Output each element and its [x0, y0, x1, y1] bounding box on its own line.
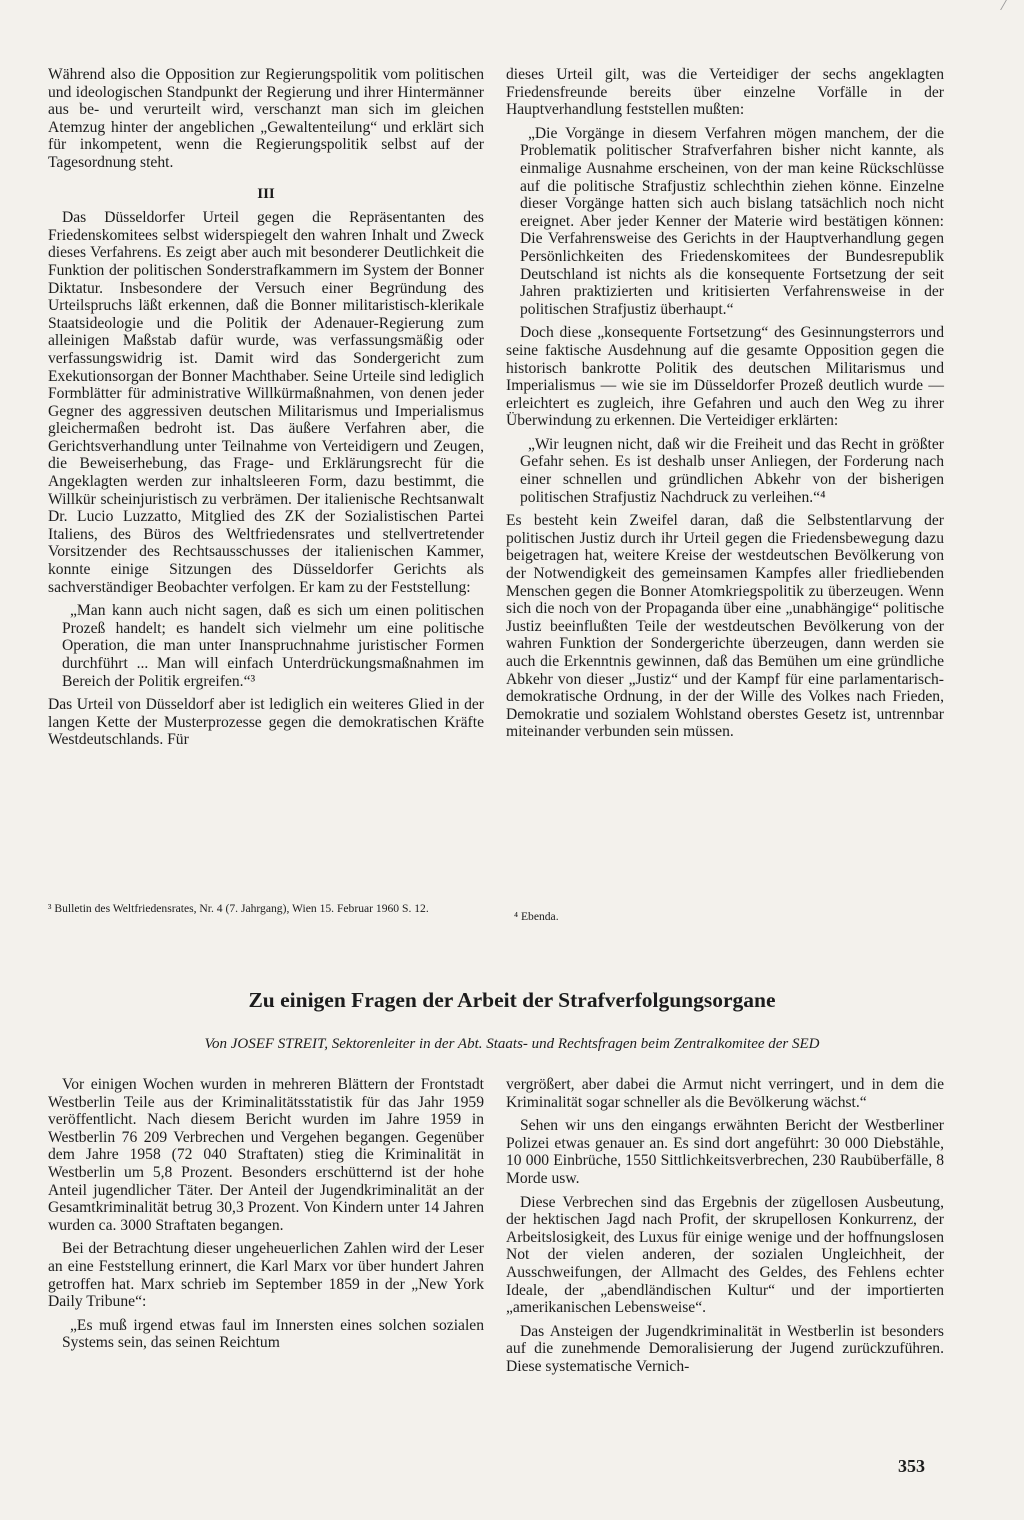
paragraph: dieses Urteil gilt, was die Verteidiger der sechs angeklagten Friedensfreunde bereits über einzelne Vorfälle in der Hauptverhandlung feststellen mußten: — [506, 66, 944, 119]
paragraph: Während also die Opposition zur Regierungspolitik vom politischen und ideologischen Standpunkt der Regierung und ihrer Hintermänner aus be- und verurteilt wird, verschanzt man sich im gleichen Atemzug hinter der angeblichen „Gewaltenteilung“ und erklärt sich für inkompetent, wenn die Regierungspolitik selbst auf der Tagesordnung steht. — [48, 66, 484, 171]
article-title: Zu einigen Fragen der Arbeit der Strafverfolgungsorgane — [248, 988, 776, 1012]
paragraph: vergrößert, aber dabei die Armut nicht verringert, und in dem die Kriminalität sogar schneller als die Bevölkerung wächst.“ — [506, 1076, 944, 1111]
paragraph: Diese Verbrechen sind das Ergebnis der zügellosen Ausbeutung, der hektischen Jagd nach Profit, der skrupellosen Konkurrenz, der Arbeitslosigkeit, des Luxus für einige wenige und der hoffnungslosen Not der vielen anderen, der sozialen Ungleichheit, der Ausschweifungen, der Allmacht des Geldes, des Fehlens echter Ideale, der „abendländischen Kultur“ und der importierten „amerikanischen Lebensweise“. — [506, 1193, 944, 1317]
quote: „Es muß irgend etwas faul im Innersten eines solchen sozialen Systems sein, das seinen Reichtum — [62, 1316, 484, 1352]
footnote-3: ³ Bulletin des Weltfriedensrates, Nr. 4 (7. Jahrgang), Wien 15. Februar 1960 S. 12. — [48, 902, 429, 915]
paragraph: Doch diese „konsequente Fortsetzung“ des Gesinnungsterrors und seine faktische Ausdehnung auf die gesamte Opposition gegen die historisch bankrotte Politik des deutschen Militarismus und Imperialismus — wie sie im Düsseldorfer Prozeß deutlich wurde — erleichtert es zugleich, ihre Gefahren und auch den Weg zu ihrer Überwindung zu erkennen. Die Verteidiger erklärten: — [506, 324, 944, 430]
paragraph: Es besteht kein Zweifel daran, daß die Selbstentlarvung der politischen Justiz durch ihr Urteil gegen die Friedensbewegung dazu beigetragen hat, weitere Kreise der westdeutschen Bevölkerung von der Notwendigkeit des gemeinsamen Kampfes aller friedliebenden Menschen gegen die Bonner Atomkriegspolitik zu überzeugen. Wenn sich die noch von der Propaganda über eine „unabhängige“ politische Justiz beeinflußten Teile der westdeutschen Bevölkerung von der wahren Funktion der Sondergerichte überzeugen, dann werden sie auch die Erkenntnis gewinnen, daß das Bemühen um eine gründliche Abkehr von dieser „Justiz“ und der Kampf für eine parlamentarisch-demokratische Ordnung, in der der Wille des Volkes nach Frieden, Demokratie und sozialem Wohlstand oberstes Gesetz ist, untrennbar miteinander verbunden sein müssen. — [506, 512, 944, 741]
section-heading: III — [257, 185, 275, 202]
quote: „Wir leugnen nicht, daß wir die Freiheit und das Recht in größter Gefahr sehen. Es ist deshalb unser Anliegen, der Forderung nach einer schnellen und gründlichen Abkehr von der bisherigen politischen Strafjustiz Nachdruck zu verleihen.“⁴ — [520, 435, 944, 506]
column-left-top — [48, 66, 484, 755]
column-right-bottom — [506, 1076, 944, 1382]
corner-mark — [986, 0, 1007, 10]
paragraph: Das Düsseldorfer Urteil gegen die Repräsentanten des Friedenskomitees selbst widerspiegelt den wahren Inhalt und Zweck dieses Verfahrens. Es zeigt aber auch mit besonderer Deutlichkeit die Funktion der politischen Sonderstrafkammern im System der Bonner Diktatur. Insbesondere der Versuch einer Begründung des Urteilspruchs läßt erkennen, daß die Bonner militaristisch-klerikale Staatsideologie und die Politik der Adenauer-Regierung zum alleinigen Maßstab dafür wurde, was verfassungsmäßig oder verfassungswidrig ist. Damit wird das Sondergericht zum Exekutionsorgan der Bonner Machthaber. Seine Urteile sind lediglich Formblätter für administrative Willkürmaßnahmen, von denen jeder Gegner des aggressiven deutschen Militarismus und Imperialismus gleichermaßen bedroht ist. Das äußere Verfahren aber, die Gerichtsverhandlung unter Teilnahme von Verteidigern und Zeugen, die Beweiserhebung, das Frage- und Erklärungsrecht für die Angeklagten werden zur inhaltsleeren Form, dazu bestimmt, die Willkür scheinjuristisch zu verbrämen. Der italienische Rechtsanwalt Dr. Lucio Luzzatto, Mitglied des ZK der Sozialistischen Partei Italiens, des Büros des Weltfriedensrates und stellvertretender Vorsitzender des Rechtsausschusses der italienischen Kammer, konnte einige Sitzungen des Düsseldorfer Gerichts als sachverständiger Beobachter verfolgen. Er kam zu der Feststellung: — [48, 209, 484, 596]
paragraph: Das Ansteigen der Jugendkriminalität in Westberlin ist besonders auf die zunehmende Demoralisierung der Jugend zurückzuführen. Diese systematische Vernich- — [506, 1322, 944, 1375]
paragraph: Das Urteil von Düsseldorf aber ist lediglich ein weiteres Glied in der langen Kette der Musterprozesse gegen die demokratischen Kräfte Westdeutschlands. Für — [48, 696, 484, 749]
paragraph: Vor einigen Wochen wurden in mehreren Blättern der Frontstadt Westberlin Teile aus der Kriminalitätsstatistik für das Jahr 1959 veröffentlicht. Nach diesem Bericht wurden im Jahre 1959 in Westberlin 76 209 Verbrechen und Vergehen begangen. Gegenüber dem Jahre 1958 (72 040 Straftaten) stieg die Kriminalität in Westberlin um 5,8 Prozent. Besonders erschütternd ist der hohe Anteil jugendlicher Täter. Der Anteil der Jugendkriminalität an der Gesamtkriminalität betrug 30,3 Prozent. Von Kindern unter 14 Jahren wurden ca. 3000 Straftaten begangen. — [48, 1076, 484, 1234]
article-byline: Von JOSEF STREIT, Sektorenleiter in der Abt. Staats- und Rechtsfragen beim Zentralkomitee der SED — [204, 1036, 820, 1052]
footnote-4: ⁴ Ebenda. — [514, 910, 559, 923]
paragraph: Sehen wir uns den eingangs erwähnten Bericht der Westberliner Polizei etwas genauer an. Es sind dort angeführt: 30 000 Diebstähle, 10 000 Einbrüche, 1550 Sittlichkeitsverbrechen, 230 Raubüberfälle, 8 Morde usw. — [506, 1117, 944, 1187]
paragraph: Bei der Betrachtung dieser ungeheuerlichen Zahlen wird der Leser an eine Feststellung erinnert, die Karl Marx vor über hundert Jahren getroffen hat. Marx schrieb im September 1859 in der „New York Daily Tribune“: — [48, 1240, 484, 1311]
column-left-bottom — [48, 1076, 484, 1358]
page-number: 353 — [898, 1456, 925, 1476]
column-right-top — [506, 66, 944, 747]
quote: „Die Vorgänge in diesem Verfahren mögen manchem, der die Problematik politischer Strafverfahren bisher nicht kannte, als einmalige Ausnahme erscheinen, von der man keine Rückschlüsse auf die politische Strafjustiz schlechthin ziehen könne. Einzelne dieser Vorgänge hatten sich auch bislang tatsächlich noch nicht ereignet. Aber jeder Kenner der Materie wird bestätigen können: Die Verfahrensweise des Gerichts in der Hauptverhandlung gegen Persönlichkeiten des Friedenskomitees der Bundesrepublik Deutschland ist nichts als die konsequente Fortsetzung der seit Jahren praktizierten und kritisierten Verfahrensweise in der politischen Strafjustiz überhaupt.“ — [520, 124, 944, 318]
quote: „Man kann auch nicht sagen, daß es sich um einen politischen Prozeß handelt; es handelt sich vielmehr um eine politische Operation, die man unter Inanspruchnahme juristischer Formen durchführt ... Man will einfach Unterdrückungsmaßnahmen im Bereich der Politik ergreifen.“³ — [62, 602, 484, 690]
